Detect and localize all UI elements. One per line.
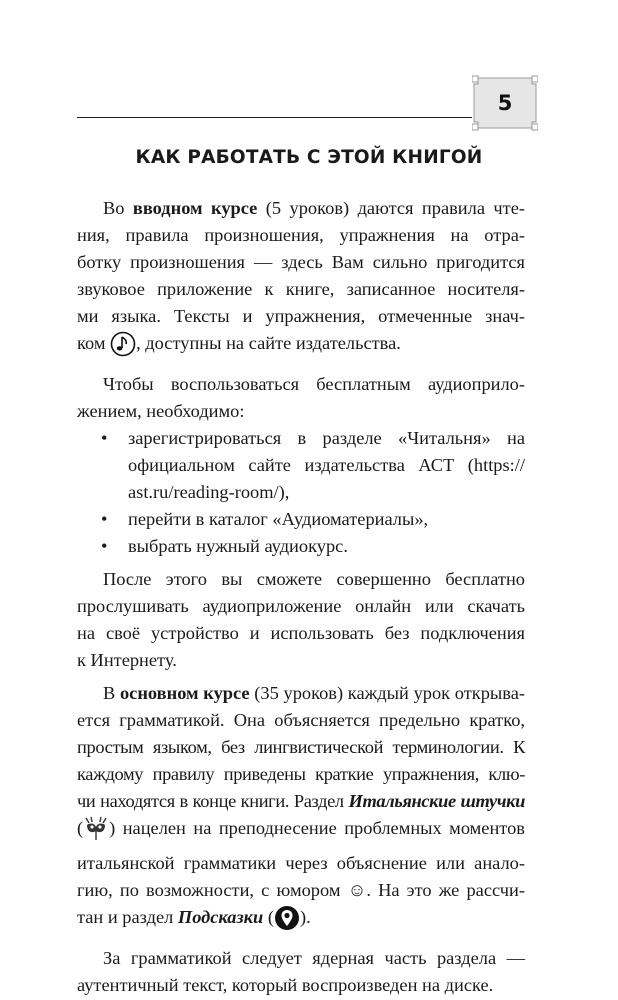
text-line: аутентичный текст, который воспроизведен на диске. xyxy=(77,975,494,995)
text-line: тан и раздел Подсказки ( ). xyxy=(77,904,525,939)
text-line: итальянской грамматики через объяснение или анало- xyxy=(77,853,525,873)
text-line: После этого вы сможете совершенно бесплатно xyxy=(103,569,525,589)
text-line: ( ) нацелен на преподнесение проблемных моментов xyxy=(77,815,525,850)
audio-note-icon xyxy=(110,331,136,365)
list-item: • перейти в каталог «Аудиоматериалы», xyxy=(77,506,525,533)
body-text xyxy=(77,195,525,999)
text-line: на своё устройство и использовать без подключения xyxy=(77,623,525,643)
bullet-icon: • xyxy=(101,428,108,448)
text-line: простым языком, без лингвистической терминологии. К xyxy=(77,737,525,757)
text-line: ется грамматикой. Она объясняется предельно кратко, xyxy=(77,710,525,730)
text-line: чи находятся в конце книги. Раздел Итальянские штучки xyxy=(77,791,525,811)
page-number: 5 xyxy=(497,91,513,115)
text-line: официальном сайте издательства АСТ (https:// xyxy=(128,455,525,475)
bullet-icon: • xyxy=(101,509,108,529)
text-line: За грамматикой следует ядерная часть раздела — xyxy=(103,948,525,968)
text-line: ast.ru/reading-room/), xyxy=(128,482,290,502)
bullet-icon: • xyxy=(101,536,108,556)
text-line: каждому правилу приведены краткие упражнения, клю- xyxy=(77,764,525,784)
text-line: ния, правила произношения, упражнения на отра- xyxy=(77,225,525,245)
text-line: прослушивать аудиоприложение онлайн или скачать xyxy=(77,596,525,616)
text-line: Чтобы воспользоваться бесплатным аудиоприло- xyxy=(103,374,525,394)
text-line: гию, по возможности, с юмором ☺. На это же рассчи- xyxy=(77,880,525,900)
text-line: жением, необходимо: xyxy=(77,401,245,421)
text-line: ми языка. Тексты и упражнения, отмеченные знач- xyxy=(77,306,525,326)
text-line: ботку произношения — здесь Вам сильно пригодится xyxy=(77,252,525,272)
list-item: • выбрать нужный аудиокурс. xyxy=(77,533,525,560)
text-line: ком , доступны на сайте издательства. xyxy=(77,330,525,365)
carnival-mask-icon xyxy=(83,816,109,850)
header-rule xyxy=(77,117,472,118)
page-number-badge xyxy=(472,74,538,132)
hint-location-icon xyxy=(274,905,300,939)
text-line: Во вводном курсе (5 уроков) даются правила чте- xyxy=(103,198,525,218)
list-item: • зарегистрироваться в разделе «Читальня» на xyxy=(77,425,525,452)
text-line: звуковое приложение к книге, записанное носителя- xyxy=(77,279,525,299)
text-line: к Интернету. xyxy=(77,650,177,670)
page-title: КАК РАБОТАТЬ С ЭТОЙ КНИГОЙ xyxy=(135,147,483,168)
text-line: В основном курсе (35 уроков) каждый урок открыва- xyxy=(103,683,525,703)
